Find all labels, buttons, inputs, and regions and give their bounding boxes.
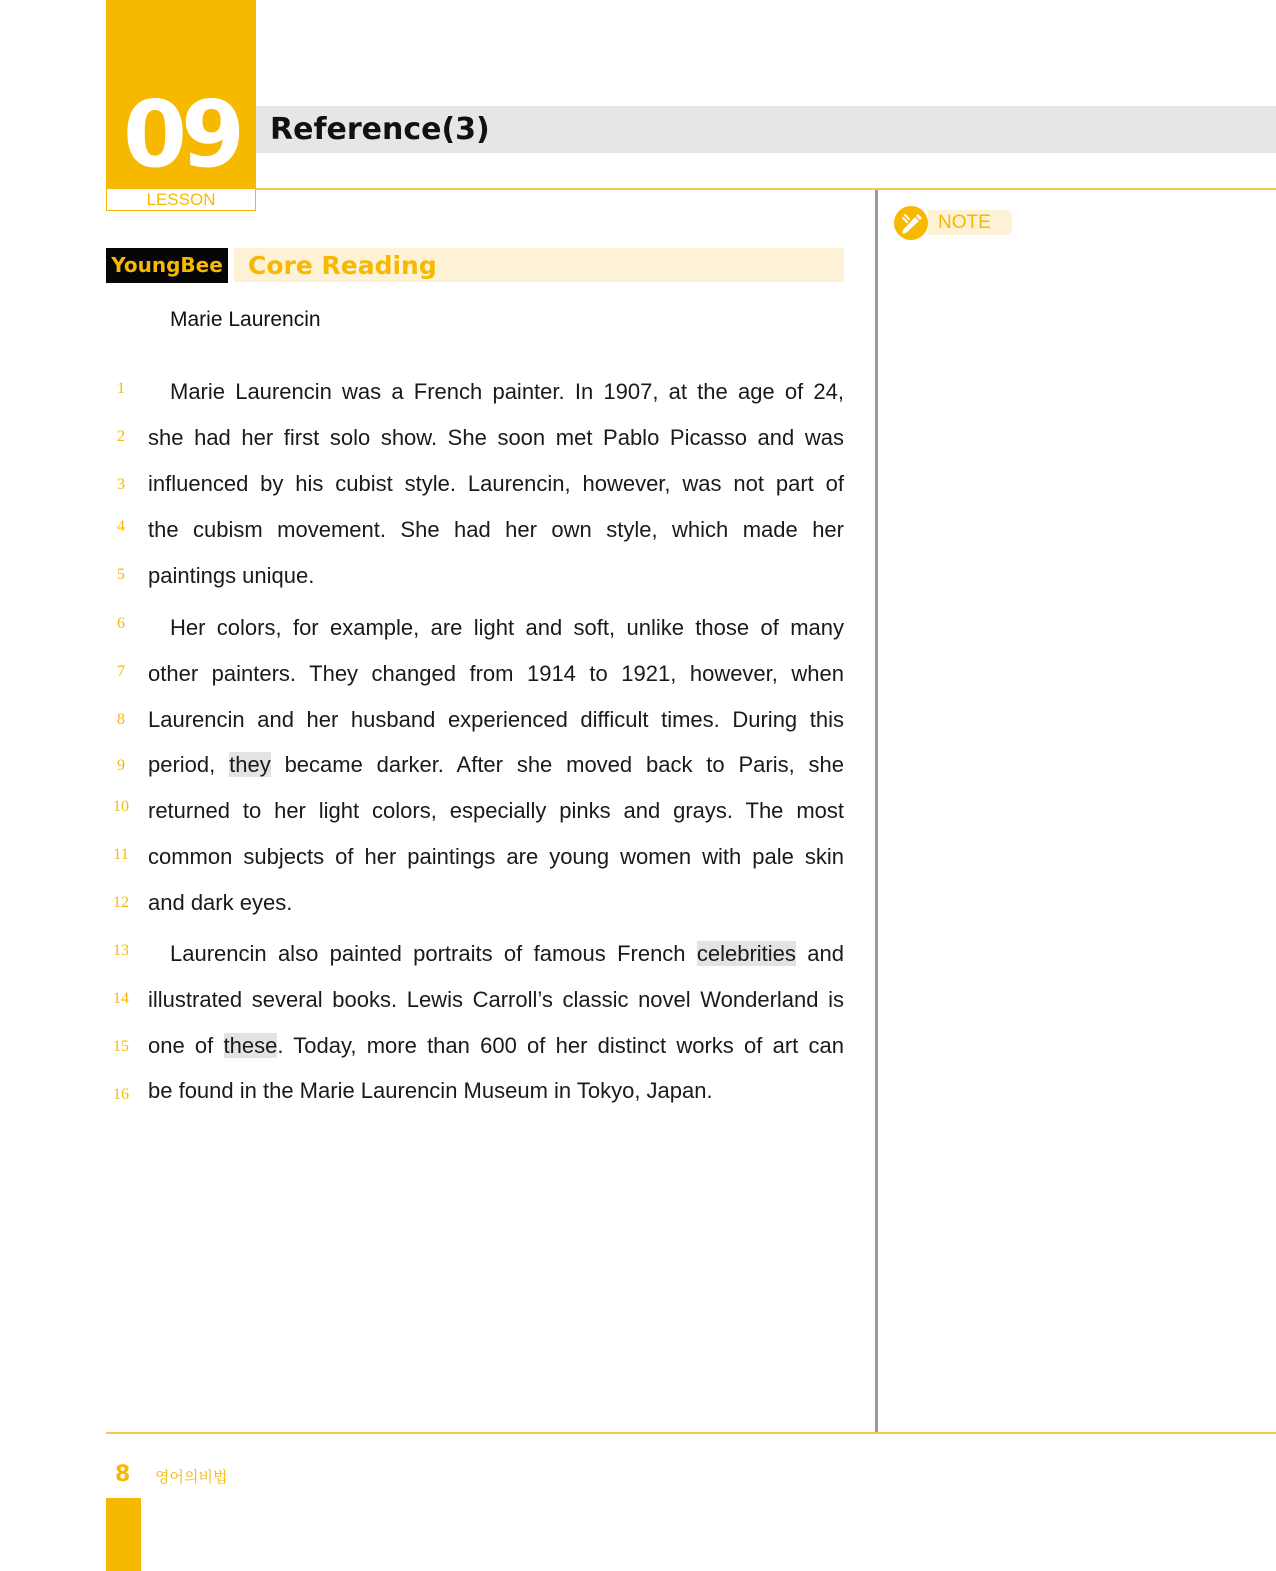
footer-tab — [106, 1498, 141, 1571]
pencil-icon — [894, 206, 928, 240]
passage-line: Her colors, for example, are light and soft, unlike those of many — [170, 615, 844, 640]
line-number: 6 — [117, 615, 125, 632]
passage-line: and dark eyes. — [148, 890, 293, 915]
line-text: . Today, more than 600 of her distinct works of art can — [277, 1033, 844, 1058]
line-number: 13 — [113, 942, 129, 959]
line-text: one of — [148, 1033, 214, 1058]
passage-line: the cubism movement. She had her own style, which made her — [148, 517, 844, 542]
line-text: Laurencin also painted portraits of famous French — [170, 941, 686, 966]
line-text: became darker. After she moved back to Paris, she — [284, 752, 844, 777]
passage-line: be found in the Marie Laurencin Museum in Tokyo, Japan. — [148, 1078, 713, 1103]
section-title: Core Reading — [248, 251, 437, 280]
line-number: 5 — [117, 566, 125, 583]
book-title: 영어의비법 — [155, 1469, 228, 1486]
highlighted-word: they — [229, 752, 271, 777]
line-number: 2 — [117, 428, 125, 445]
highlighted-word: celebrities — [696, 941, 796, 966]
passage-line: influenced by his cubist style. Laurencin, however, was not part of — [148, 471, 844, 496]
passage-line: common subjects of her paintings are young women with pale skin — [148, 844, 844, 869]
line-number: 14 — [113, 990, 129, 1007]
line-text: and — [807, 941, 844, 966]
passage-line — [170, 939, 844, 969]
line-number: 7 — [117, 663, 125, 680]
passage-line: she had her first solo show. She soon met Pablo Picasso and was — [148, 425, 844, 450]
passage-line: paintings unique. — [148, 563, 315, 588]
line-number: 3 — [117, 476, 125, 493]
passage-title: Marie Laurencin — [170, 308, 321, 331]
note-label: NOTE — [928, 210, 1012, 235]
line-number: 9 — [117, 757, 125, 774]
page-title: Reference(3) — [270, 112, 490, 147]
line-number: 12 — [113, 894, 129, 911]
line-number: 8 — [117, 711, 125, 728]
section-bar — [234, 248, 844, 282]
line-number: 4 — [117, 518, 125, 535]
line-number: 11 — [113, 846, 129, 863]
page-number: 8 — [115, 1462, 131, 1487]
lesson-block — [106, 0, 256, 189]
passage-line — [148, 750, 844, 780]
line-number: 10 — [113, 798, 129, 815]
line-number: 1 — [117, 380, 125, 397]
bottom-rule — [106, 1432, 1276, 1434]
title-bar — [256, 106, 1276, 153]
passage-line: illustrated several books. Lewis Carroll’s classic novel Wonderland is — [148, 987, 844, 1012]
line-text: period, — [148, 752, 216, 777]
passage-line: other painters. They changed from 1914 to 1921, however, when — [148, 661, 844, 686]
youngbee-badge: YoungBee — [106, 248, 228, 283]
line-number: 15 — [113, 1038, 129, 1055]
column-divider — [875, 190, 878, 1433]
passage-line: Marie Laurencin was a French painter. In 1907, at the age of 24, — [170, 379, 844, 404]
lesson-number: 09 — [122, 81, 240, 188]
passage-line: returned to her light colors, especially pinks and grays. The most — [148, 798, 844, 823]
top-rule — [256, 188, 1276, 190]
passage-line: Laurencin and her husband experienced difficult times. During this — [148, 707, 844, 732]
passage-line — [148, 1031, 844, 1061]
lesson-label: LESSON — [106, 188, 256, 211]
highlighted-word: these — [223, 1033, 278, 1058]
line-number: 16 — [113, 1086, 129, 1103]
